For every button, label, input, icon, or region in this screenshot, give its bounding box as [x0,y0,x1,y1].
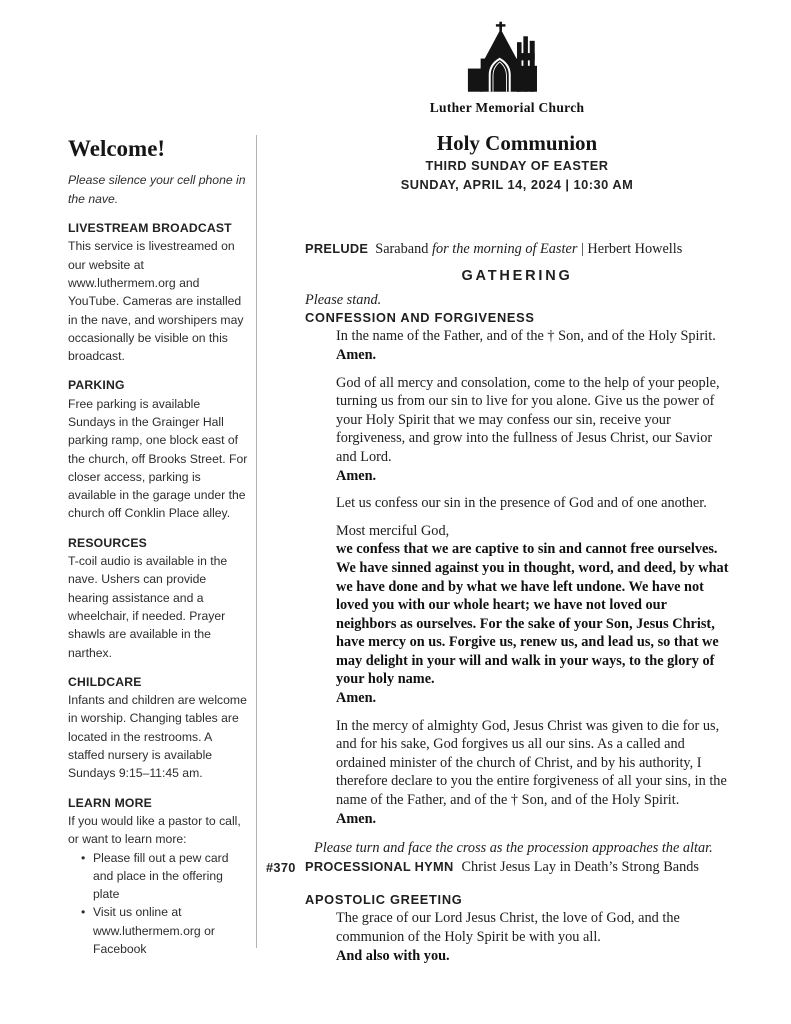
sidebar-body-learn-more: If you would like a pastor to call, or want to learn more: [68,813,241,847]
sidebar-heading-resources: RESOURCES [68,535,148,550]
sidebar-body-livestream: This service is livestreamed on our website at www.luthermem.org and YouTube. Cameras are installed in the nave, and worshipers may occasionally be visible on this broadcast. [68,239,244,364]
sidebar-body-childcare: Infants and children are welcome in worship. Changing tables are located in the restrooms. A staffed nursery is available Sundays 9:15–11:45 am. [68,693,247,781]
church-name: Luther Memorial Church [429,100,585,115]
liturgy-paragraph [305,327,729,364]
amen-response: Amen. [336,810,377,827]
confession-text: we confess that we are captive to sin and cannot free ourselves. We have sinned against you in thought, word, and deed, by what we have done and by what we have left undone. We have not loved you with our whole heart; we have not loved our neighbors as ourselves. For the sake of your Son, Jesus Christ, have mercy on us. Forgive us, renew us, and lead us, so that we may delight in your will and walk in your ways, to the glory of your holy name. [336,541,729,688]
service-subtitle-day: THIRD SUNDAY OF EASTER [425,158,609,174]
prelude-line [305,240,729,259]
liturgy-paragraph [305,522,729,708]
apostolic-greeting-body [305,909,729,965]
processional-hymn-label: PROCESSIONAL HYMN [305,858,454,874]
page-title: Holy Communion [436,131,598,155]
service-title-block [305,131,729,193]
list-item: • Please fill out a pew card and place in the offering plate [81,849,249,904]
hymn-title: Christ Jesus Lay in Death’s Strong Bands [461,858,699,875]
greeting-text: The grace of our Lord Jesus Christ, the love of God, and the communion of the Holy Spirit be with you all. [336,910,680,945]
amen-response: Amen. [336,346,377,363]
column-divider [256,135,257,948]
liturgy-paragraph [305,717,729,829]
procession-rubric: Please turn and face the cross as the procession approaches the altar. [314,840,713,857]
prelude-label: PRELUDE [305,241,369,257]
sidebar-title: Welcome! [68,136,166,161]
service-subtitle-date: SUNDAY, APRIL 14, 2024 | 10:30 AM [400,176,634,192]
apostolic-greeting-heading: APOSTOLIC GREETING [305,892,463,908]
church-masthead [377,20,637,116]
confession-liturgy [305,327,729,828]
sidebar-heading-childcare: CHILDCARE [68,674,142,689]
invocation-text: In the name of the Father, and of the † Son, and of the Holy Spirit. [336,328,716,345]
prelude-piece: Saraband [375,241,429,258]
prayer-text: God of all mercy and consolation, come to the help of your people, turning us from our sin to live for you alone. Give us the power of your Holy Spirit that we may confess our sin, receive your forgiveness, and grow into the fullness of Jesus Christ, our Savior and Lord. [336,374,720,465]
gathering-heading: GATHERING [461,267,573,284]
liturgy-paragraph [305,494,729,513]
sidebar-body-resources: T-coil audio is available in the nave. Ushers can provide hearing assistance and a wheelchair, if needed. Prayer shawls are available in the narthex. [68,554,228,660]
amen-response: Amen. [336,690,377,707]
sidebar-heading-parking: PARKING [68,378,125,393]
confession-heading: CONFESSION AND FORGIVENESS [305,310,535,326]
list-item: • Visit us online at www.luthermem.org or Facebook [81,903,249,958]
absolution-text: In the mercy of almighty God, Jesus Christ was given to die for us, and for his sake, God forgives us all our sins. As a called and ordained minister of the church of Christ, and by his authority, I therefore declare to you the entire forgiveness of all your sins, in the name of the Father, and of the † Son, and of the Holy Spirit. [336,717,727,809]
processional-hymn-row [266,858,729,877]
welcome-sidebar [68,136,249,958]
stand-rubric: Please stand. [305,291,382,308]
sidebar-heading-livestream: LIVESTREAM BROADCAST [68,221,232,236]
hymn-number: #370 [266,859,296,875]
service-order [266,131,729,965]
learn-more-list [68,849,249,959]
sidebar-body-parking: Free parking is available Sundays in the Grainger Hall parking ramp, one block east of the church, off Brooks Street. For closer access, parking is available in the garage under the church off Conklin Place alley. [68,396,248,521]
church-icon [457,20,557,98]
prelude-separator: | [580,241,584,258]
liturgy-paragraph [305,374,729,486]
greeting-response: And also with you. [336,947,450,964]
prelude-composer: Herbert Howells [587,241,683,258]
cell-phone-notice: Please silence your cell phone in the nave. [68,173,246,206]
sidebar-heading-learn-more: LEARN MORE [68,795,152,810]
confession-invitation: Let us confess our sin in the presence of God and of one another. [336,495,707,512]
confession-lead: Most merciful God, [336,522,450,539]
prelude-piece-qualifier: for the morning of Easter [432,241,578,258]
amen-response: Amen. [336,467,377,484]
